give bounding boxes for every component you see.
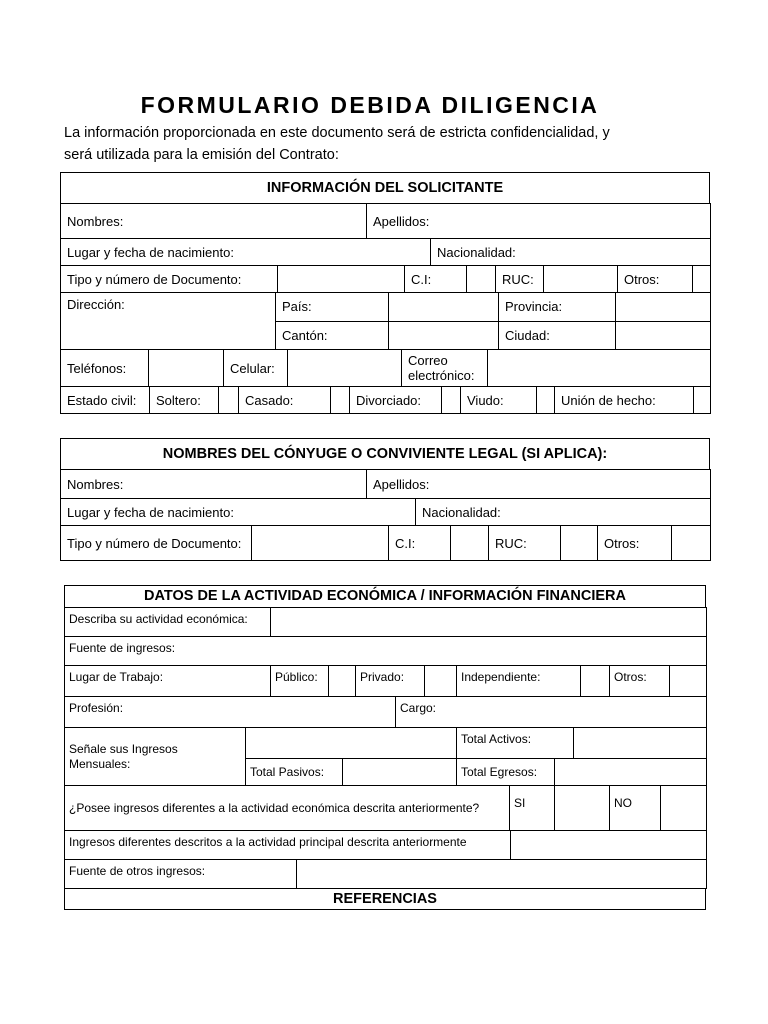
solicitante-doc-table (60, 265, 711, 293)
total-egresos-input[interactable] (555, 759, 707, 786)
lugar-trabajo-label: Lugar de Trabajo: (65, 666, 271, 697)
conyuge-otros-input[interactable] (672, 526, 711, 561)
conyuge-lugar-fecha-field[interactable]: Lugar y fecha de nacimiento: (61, 499, 416, 526)
solicitante-tipo-doc-input[interactable] (278, 266, 405, 293)
viudo-checkbox[interactable] (537, 387, 555, 414)
solicitante-section (60, 172, 711, 414)
conyuge-apellidos-field[interactable]: Apellidos: (367, 470, 711, 499)
actividad-posee-table (64, 785, 707, 831)
solicitante-lugar-fecha-field[interactable]: Lugar y fecha de nacimiento: (61, 239, 431, 266)
solicitante-provincia-input[interactable] (616, 293, 711, 322)
publico-checkbox[interactable] (329, 666, 356, 697)
solicitante-direccion-field[interactable]: Dirección: (61, 293, 276, 350)
total-activos-input[interactable] (574, 728, 707, 759)
intro-line-2: será utilizada para la emisión del Contrato: (64, 147, 339, 163)
actividad-section (64, 585, 707, 910)
solicitante-nombres-field[interactable]: Nombres: (61, 204, 367, 239)
total-pasivos-label: Total Pasivos: (246, 759, 343, 786)
total-egresos-label: Total Egresos: (457, 759, 555, 786)
fuente-otros-input[interactable] (297, 860, 707, 889)
actividad-describa-table (64, 607, 707, 666)
solicitante-correo-input[interactable] (488, 350, 711, 387)
solicitante-ciudad-label: Ciudad: (499, 321, 616, 350)
describa-label: Describa su actividad económica: (65, 608, 271, 637)
actividad-lugar-table (64, 665, 707, 697)
solicitante-header: INFORMACIÓN DEL SOLICITANTE (61, 173, 710, 204)
casado-checkbox[interactable] (331, 387, 350, 414)
no-label: NO (610, 786, 661, 831)
actividad-profesion-table (64, 696, 707, 728)
soltero-label: Soltero: (150, 387, 219, 414)
total-activos-label: Total Activos: (457, 728, 574, 759)
casado-label: Casado: (239, 387, 331, 414)
solicitante-phone-table (60, 349, 711, 387)
conyuge-section (60, 438, 711, 561)
conyuge-nombres-field[interactable]: Nombres: (61, 470, 367, 499)
solicitante-ruc-label: RUC: (496, 266, 544, 293)
privado-label: Privado: (356, 666, 425, 697)
cargo-field[interactable]: Cargo: (396, 697, 707, 728)
solicitante-pais-input[interactable] (389, 293, 499, 322)
describa-input[interactable] (271, 608, 707, 637)
referencias-table (64, 888, 706, 910)
solicitante-birth-table (60, 238, 711, 266)
divorciado-label: Divorciado: (350, 387, 442, 414)
divorciado-checkbox[interactable] (442, 387, 461, 414)
actividad-header: DATOS DE LA ACTIVIDAD ECONÓMICA / INFORMACIÓN FINANCIERA (65, 586, 706, 608)
conyuge-tipo-doc-input[interactable] (252, 526, 389, 561)
no-checkbox[interactable] (661, 786, 707, 831)
conyuge-doc-table (60, 525, 711, 561)
estado-civil-label: Estado civil: (61, 387, 150, 414)
actividad-diferentes-table (64, 830, 707, 860)
conyuge-header: NOMBRES DEL CÓNYUGE O CONVIVIENTE LEGAL (SI APLICA): (61, 439, 710, 470)
document-title: FORMULARIO DEBIDA DILIGENCIA (140, 92, 600, 118)
solicitante-canton-input[interactable] (389, 321, 499, 350)
otros-trabajo-label: Otros: (610, 666, 670, 697)
posee-ingresos-label: ¿Posee ingresos diferentes a la actividad económica descrita anteriormente? (65, 786, 510, 831)
si-label: SI (510, 786, 555, 831)
conyuge-header-table (60, 438, 710, 470)
solicitante-canton-label: Cantón: (276, 321, 389, 350)
conyuge-otros-label: Otros: (598, 526, 672, 561)
si-checkbox[interactable] (555, 786, 610, 831)
solicitante-ciudad-input[interactable] (616, 321, 711, 350)
actividad-header-table (64, 585, 706, 608)
solicitante-names-table (60, 203, 711, 239)
total-pasivos-input[interactable] (343, 759, 457, 786)
solicitante-celular-input[interactable] (288, 350, 402, 387)
solicitante-ci-label: C.I: (405, 266, 467, 293)
profesion-field[interactable]: Profesión: (65, 697, 396, 728)
fuente-ingresos-field[interactable]: Fuente de ingresos: (65, 637, 707, 666)
solicitante-civil-table (60, 386, 711, 414)
solicitante-ci-input[interactable] (467, 266, 496, 293)
union-label: Unión de hecho: (555, 387, 694, 414)
solicitante-telefonos-label: Teléfonos: (61, 350, 149, 387)
ingresos-diferentes-input[interactable] (511, 831, 707, 860)
solicitante-tipo-doc-label: Tipo y número de Documento: (61, 266, 278, 293)
ingresos-mensuales-label: Señale sus Ingresos Mensuales: (65, 728, 246, 786)
otros-trabajo-checkbox[interactable] (670, 666, 707, 697)
publico-label: Público: (271, 666, 329, 697)
conyuge-ruc-input[interactable] (561, 526, 598, 561)
solicitante-nacionalidad-field[interactable]: Nacionalidad: (431, 239, 711, 266)
conyuge-ci-input[interactable] (451, 526, 489, 561)
soltero-checkbox[interactable] (219, 387, 239, 414)
privado-checkbox[interactable] (425, 666, 457, 697)
solicitante-provincia-label: Provincia: (499, 293, 616, 322)
independiente-checkbox[interactable] (581, 666, 610, 697)
ingresos-diferentes-label: Ingresos diferentes descritos a la actividad principal descrita anteriormente (65, 831, 511, 860)
solicitante-otros-label: Otros: (618, 266, 693, 293)
solicitante-correo-label: Correo electrónico: (402, 350, 488, 387)
conyuge-tipo-doc-label: Tipo y número de Documento: (61, 526, 252, 561)
conyuge-birth-table (60, 498, 711, 526)
ingresos-mensuales-input[interactable] (246, 728, 457, 759)
solicitante-address-table (60, 292, 711, 350)
viudo-label: Viudo: (461, 387, 537, 414)
solicitante-pais-label: País: (276, 293, 389, 322)
independiente-label: Independiente: (457, 666, 581, 697)
intro-line-1: La información proporcionada en este documento será de estricta confidencialidad, y (64, 125, 610, 141)
actividad-fuente-otros-table (64, 859, 707, 889)
conyuge-names-table (60, 469, 711, 499)
conyuge-nacionalidad-field[interactable]: Nacionalidad: (416, 499, 711, 526)
solicitante-celular-label: Celular: (224, 350, 288, 387)
solicitante-header-table (60, 172, 710, 204)
conyuge-ruc-label: RUC: (489, 526, 561, 561)
actividad-ingresos-table (64, 727, 707, 786)
solicitante-apellidos-field[interactable]: Apellidos: (367, 204, 711, 239)
conyuge-ci-label: C.I: (389, 526, 451, 561)
fuente-otros-label: Fuente de otros ingresos: (65, 860, 297, 889)
intro-text (64, 122, 724, 166)
solicitante-ruc-input[interactable] (544, 266, 618, 293)
union-checkbox[interactable] (694, 387, 711, 414)
solicitante-otros-input[interactable] (693, 266, 711, 293)
referencias-header: REFERENCIAS (65, 889, 706, 910)
solicitante-telefonos-input[interactable] (149, 350, 224, 387)
